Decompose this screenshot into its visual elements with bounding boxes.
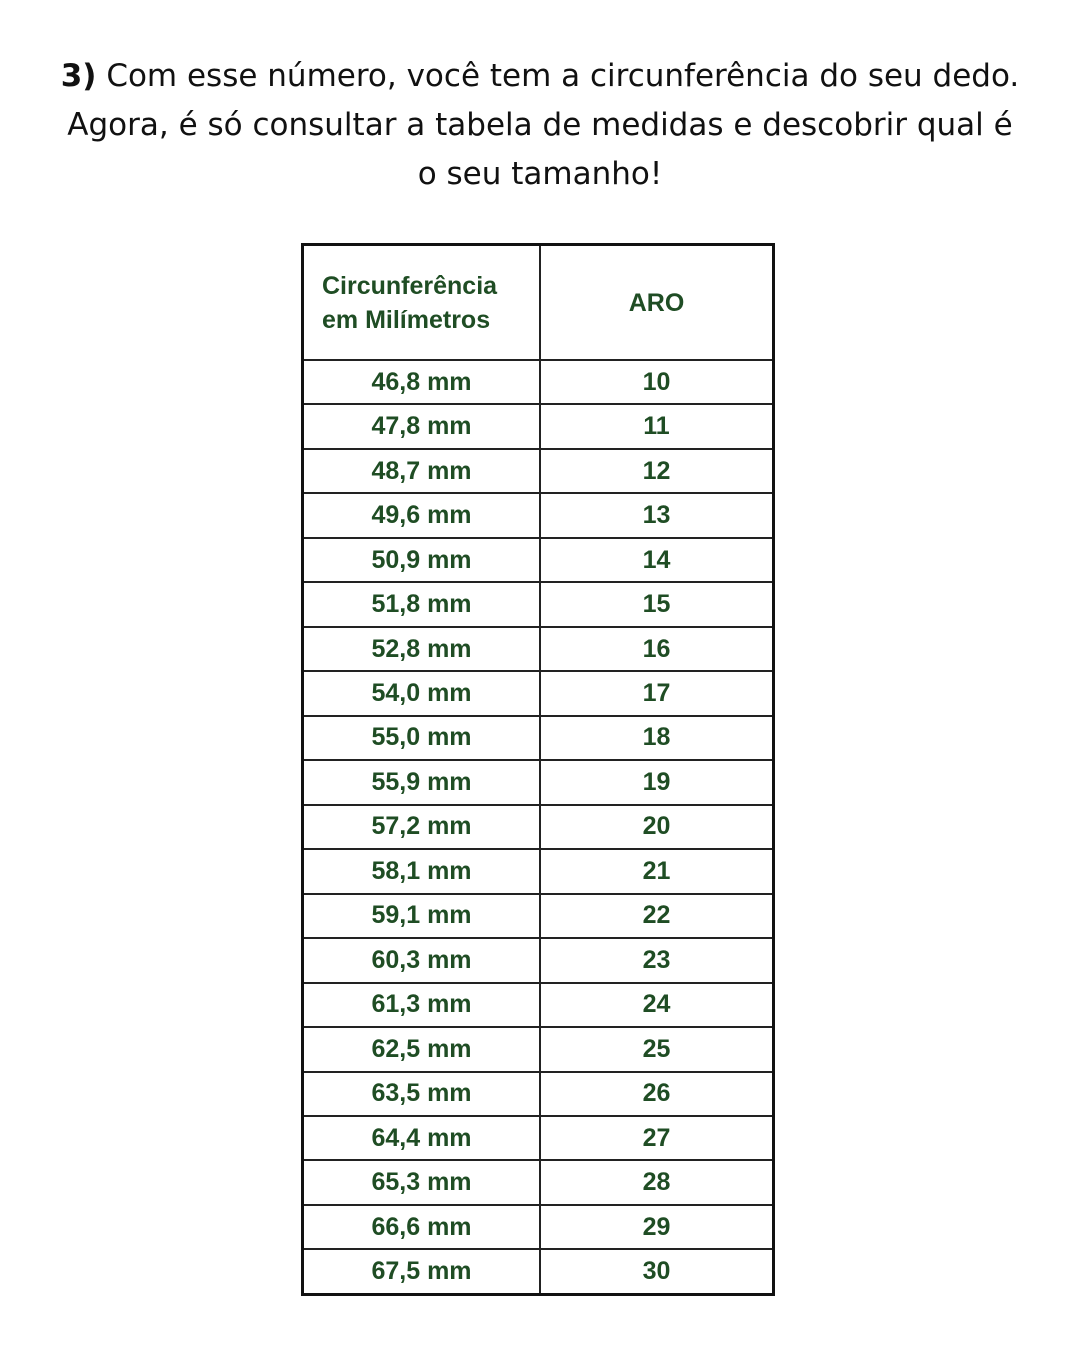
instruction-text — [60, 52, 1020, 199]
table-row — [303, 582, 774, 626]
table-row — [303, 1072, 774, 1116]
cell-circumference: 59,1 mm — [303, 894, 541, 938]
cell-ring-size: 11 — [540, 404, 774, 448]
table-row — [303, 983, 774, 1027]
cell-circumference: 47,8 mm — [303, 404, 541, 448]
instruction-body: Com esse número, você tem a circunferência do seu dedo. Agora, é só consultar a tabela de medidas e descobrir qual é o seu tamanho! — [67, 58, 1020, 192]
cell-circumference: 52,8 mm — [303, 627, 541, 671]
table-row — [303, 1205, 774, 1249]
ring-size-table — [301, 243, 775, 1296]
cell-circumference: 54,0 mm — [303, 671, 541, 715]
table-row — [303, 716, 774, 760]
cell-ring-size: 26 — [540, 1072, 774, 1116]
table-row — [303, 894, 774, 938]
cell-ring-size: 16 — [540, 627, 774, 671]
table-header-row — [303, 245, 774, 361]
table-row — [303, 1027, 774, 1071]
cell-circumference: 50,9 mm — [303, 538, 541, 582]
cell-circumference: 49,6 mm — [303, 493, 541, 537]
cell-ring-size: 17 — [540, 671, 774, 715]
cell-ring-size: 12 — [540, 449, 774, 493]
table-row — [303, 805, 774, 849]
cell-circumference: 55,9 mm — [303, 760, 541, 804]
table-row — [303, 1116, 774, 1160]
cell-circumference: 61,3 mm — [303, 983, 541, 1027]
cell-circumference: 51,8 mm — [303, 582, 541, 626]
cell-circumference: 64,4 mm — [303, 1116, 541, 1160]
cell-ring-size: 14 — [540, 538, 774, 582]
cell-ring-size: 21 — [540, 849, 774, 893]
cell-ring-size: 13 — [540, 493, 774, 537]
table-body — [303, 360, 774, 1295]
cell-ring-size: 30 — [540, 1249, 774, 1294]
cell-circumference: 46,8 mm — [303, 360, 541, 404]
cell-ring-size: 10 — [540, 360, 774, 404]
table-row — [303, 938, 774, 982]
cell-circumference: 55,0 mm — [303, 716, 541, 760]
cell-circumference: 57,2 mm — [303, 805, 541, 849]
cell-ring-size: 28 — [540, 1160, 774, 1204]
table-row — [303, 1249, 774, 1294]
cell-ring-size: 27 — [540, 1116, 774, 1160]
table-row — [303, 627, 774, 671]
table-row — [303, 671, 774, 715]
cell-circumference: 65,3 mm — [303, 1160, 541, 1204]
cell-ring-size: 15 — [540, 582, 774, 626]
table-row — [303, 1160, 774, 1204]
cell-ring-size: 22 — [540, 894, 774, 938]
header-ring-size: ARO — [540, 245, 774, 361]
cell-ring-size: 20 — [540, 805, 774, 849]
cell-circumference: 62,5 mm — [303, 1027, 541, 1071]
table-row — [303, 849, 774, 893]
cell-ring-size: 24 — [540, 983, 774, 1027]
cell-circumference: 60,3 mm — [303, 938, 541, 982]
cell-ring-size: 29 — [540, 1205, 774, 1249]
table-row — [303, 449, 774, 493]
cell-circumference: 48,7 mm — [303, 449, 541, 493]
cell-circumference: 67,5 mm — [303, 1249, 541, 1294]
cell-ring-size: 23 — [540, 938, 774, 982]
cell-ring-size: 19 — [540, 760, 774, 804]
table-row — [303, 360, 774, 404]
step-number: 3) — [60, 58, 97, 94]
cell-circumference: 63,5 mm — [303, 1072, 541, 1116]
header-circumference: Circunferência em Milímetros — [303, 245, 541, 361]
table-row — [303, 760, 774, 804]
table-row — [303, 493, 774, 537]
cell-circumference: 58,1 mm — [303, 849, 541, 893]
table-row — [303, 404, 774, 448]
cell-circumference: 66,6 mm — [303, 1205, 541, 1249]
cell-ring-size: 25 — [540, 1027, 774, 1071]
cell-ring-size: 18 — [540, 716, 774, 760]
table-row — [303, 538, 774, 582]
